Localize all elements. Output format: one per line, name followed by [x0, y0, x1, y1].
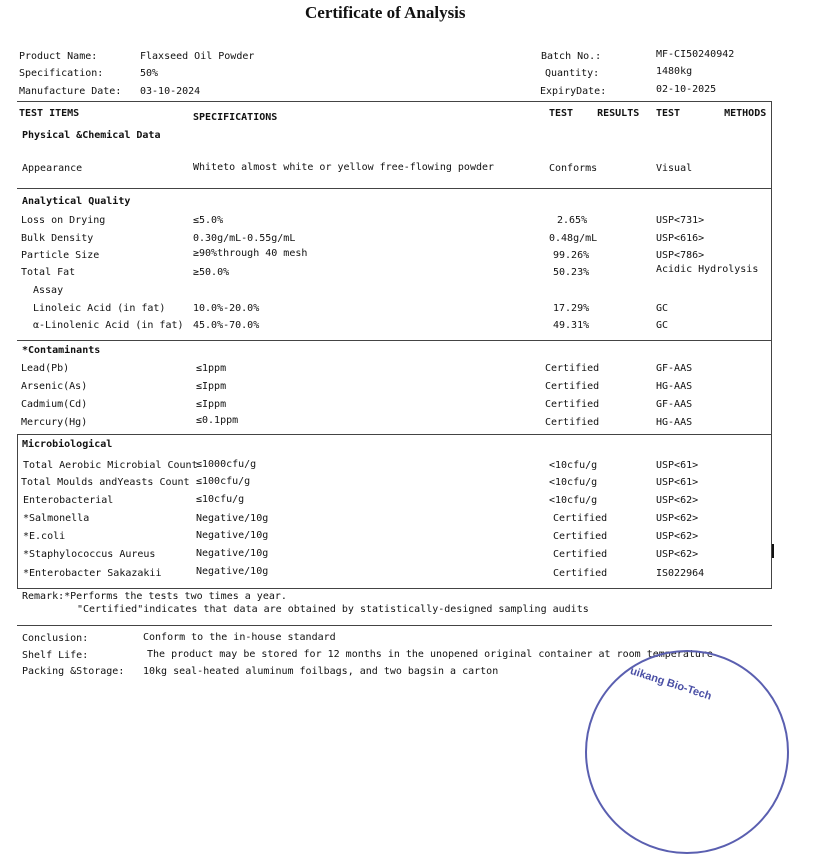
header-test-methods: TEST METHODS	[656, 108, 767, 119]
section-micro-title: Microbiological	[22, 439, 113, 450]
row-tymc-spec: ≤100cfu/g	[196, 476, 251, 487]
shelf-life-value: The product may be stored for 12 months in the unopened original container at room temperature	[147, 649, 713, 660]
header-specifications: SPECIFICATIONS	[193, 112, 278, 123]
row-tymc-item: Total Moulds andYeasts Count	[21, 477, 190, 488]
shelf-life-label: Shelf Life:	[22, 650, 89, 661]
row-tamc-item: Total Aerobic Microbial Count	[23, 460, 198, 471]
row-staph-item: *Staphylococcus Aureus	[23, 549, 156, 560]
table-top-rule	[17, 101, 772, 102]
row-total-fat-result: 50.23%	[553, 267, 590, 278]
specification-label: Specification:	[19, 68, 104, 79]
row-ecoli-spec: Negative/10g	[196, 530, 269, 541]
row-ecoli-result: Certified	[553, 531, 608, 542]
specification-value: 50%	[140, 68, 159, 79]
row-cadmium-result: Certified	[545, 399, 600, 410]
row-appearance-item: Appearance	[22, 163, 83, 174]
page-title: Certificate of Analysis	[305, 3, 466, 22]
rule-after-remark	[17, 625, 772, 626]
row-total-fat-item: Total Fat	[21, 267, 76, 278]
row-staph-result: Certified	[553, 549, 608, 560]
row-bulk-density-method: USP<616>	[656, 233, 705, 244]
batch-no-label: Batch No.:	[541, 51, 602, 62]
row-appearance-spec: Whiteto almost white or yellow free-flowing powder	[193, 162, 495, 173]
row-cadmium-method: GF-AAS	[656, 399, 693, 410]
row-total-fat-spec: ≥50.0%	[193, 267, 230, 278]
row-alpha-linolenic-spec: 45.0%-70.0%	[193, 320, 260, 331]
row-loss-on-drying-result: 2.65%	[557, 215, 588, 226]
row-mercury-result: Certified	[545, 417, 600, 428]
row-particle-size-spec: ≥90%through 40 mesh	[193, 248, 308, 259]
row-lead-spec: ≤1ppm	[196, 363, 227, 374]
quantity-label: Quantity:	[545, 68, 600, 79]
row-mercury-spec: ≤0.1ppm	[196, 415, 239, 426]
row-sakazakii-result: Certified	[553, 568, 608, 579]
expiry-date-value: 02-10-2025	[656, 84, 717, 95]
conclusion-value: Conform to the in-house standard	[143, 632, 336, 643]
micro-left-border	[17, 434, 18, 588]
row-salmonella-method: USP<62>	[656, 513, 699, 524]
row-sakazakii-spec: Negative/10g	[196, 566, 269, 577]
section-contaminants-title: *Contaminants	[22, 345, 101, 356]
company-seal-text: uikang Bio-Tech	[628, 665, 713, 703]
remark-line-2: "Certified"indicates that data are obtained by statistically-designed sampling audits	[77, 604, 589, 615]
row-linoleic-result: 17.29%	[553, 303, 590, 314]
header-test-results: TEST RESULTS	[549, 108, 640, 119]
row-salmonella-item: *Salmonella	[23, 513, 90, 524]
row-mercury-method: HG-AAS	[656, 417, 693, 428]
row-appearance-result: Conforms	[549, 163, 598, 174]
row-tamc-spec: ≤1000cfu/g	[196, 459, 257, 470]
row-ecoli-method: USP<62>	[656, 531, 699, 542]
manufacture-date-label: Manufacture Date:	[19, 86, 122, 97]
row-alpha-linolenic-item: α-Linolenic Acid (in fat)	[33, 320, 184, 331]
conclusion-label: Conclusion:	[22, 633, 89, 644]
row-assay-item: Assay	[33, 285, 64, 296]
row-ecoli-item: *E.coli	[23, 531, 66, 542]
row-sakazakii-item: *Enterobacter Sakazakii	[23, 568, 162, 579]
row-lead-result: Certified	[545, 363, 600, 374]
row-cadmium-item: Cadmium(Cd)	[21, 399, 88, 410]
row-enterobacterial-item: Enterobacterial	[23, 495, 114, 506]
row-tymc-result: <10cfu/g	[549, 477, 598, 488]
product-name-value: Flaxseed Oil Powder	[140, 51, 255, 62]
manufacture-date-value: 03-10-2024	[140, 86, 201, 97]
row-mercury-item: Mercury(Hg)	[21, 417, 88, 428]
row-enterobacterial-method: USP<62>	[656, 495, 699, 506]
remark-line-1: Remark:*Performs the tests two times a year.	[22, 591, 287, 602]
row-bulk-density-item: Bulk Density	[21, 233, 94, 244]
row-particle-size-method: USP<786>	[656, 250, 705, 261]
expiry-date-label: ExpiryDate:	[540, 86, 607, 97]
row-enterobacterial-result: <10cfu/g	[549, 495, 598, 506]
row-salmonella-result: Certified	[553, 513, 608, 524]
row-tymc-method: USP<61>	[656, 477, 699, 488]
product-name-label: Product Name:	[19, 51, 98, 62]
row-arsenic-spec: ≤Ippm	[196, 381, 227, 392]
section-physical-title: Physical &Chemical Data	[22, 130, 161, 141]
row-lead-method: GF-AAS	[656, 363, 693, 374]
row-staph-spec: Negative/10g	[196, 548, 269, 559]
row-particle-size-result: 99.26%	[553, 250, 590, 261]
row-total-fat-method: Acidic Hydrolysis	[656, 264, 759, 275]
row-cadmium-spec: ≤Ippm	[196, 399, 227, 410]
header-test-items: TEST ITEMS	[19, 108, 80, 119]
rule-after-analytical	[17, 340, 772, 341]
rule-after-contaminants	[17, 434, 772, 435]
row-sakazakii-method: IS022964	[656, 568, 705, 579]
row-loss-on-drying-spec: ≤5.0%	[193, 215, 224, 226]
row-alpha-linolenic-method: GC	[656, 320, 669, 331]
row-staph-method: USP<62>	[656, 549, 699, 560]
row-arsenic-item: Arsenic(As)	[21, 381, 88, 392]
row-linoleic-item: Linoleic Acid (in fat)	[33, 303, 166, 314]
rule-after-physical	[17, 188, 772, 189]
row-alpha-linolenic-result: 49.31%	[553, 320, 590, 331]
row-tamc-result: <10cfu/g	[549, 460, 598, 471]
section-analytical-title: Analytical Quality	[22, 196, 131, 207]
row-lead-item: Lead(Pb)	[21, 363, 70, 374]
row-tamc-method: USP<61>	[656, 460, 699, 471]
company-seal-icon	[585, 650, 789, 854]
row-bulk-density-spec: 0.30g/mL-0.55g/mL	[193, 233, 296, 244]
row-enterobacterial-spec: ≤10cfu/g	[196, 494, 245, 505]
row-bulk-density-result: 0.48g/mL	[549, 233, 598, 244]
cursor-mark	[772, 544, 774, 558]
row-salmonella-spec: Negative/10g	[196, 513, 269, 524]
batch-no-value: MF-CI50240942	[656, 49, 735, 60]
row-arsenic-method: HG-AAS	[656, 381, 693, 392]
row-appearance-method: Visual	[656, 163, 693, 174]
quantity-value: 1480kg	[656, 66, 693, 77]
row-linoleic-spec: 10.0%-20.0%	[193, 303, 260, 314]
row-loss-on-drying-method: USP<731>	[656, 215, 705, 226]
rule-after-micro	[17, 588, 772, 589]
row-particle-size-item: Particle Size	[21, 250, 100, 261]
row-linoleic-method: GC	[656, 303, 669, 314]
row-arsenic-result: Certified	[545, 381, 600, 392]
packing-storage-value: 10kg seal-heated aluminum foilbags, and two bagsin a carton	[143, 666, 499, 677]
row-loss-on-drying-item: Loss on Drying	[21, 215, 106, 226]
packing-storage-label: Packing &Storage:	[22, 666, 125, 677]
table-right-border	[771, 101, 772, 588]
